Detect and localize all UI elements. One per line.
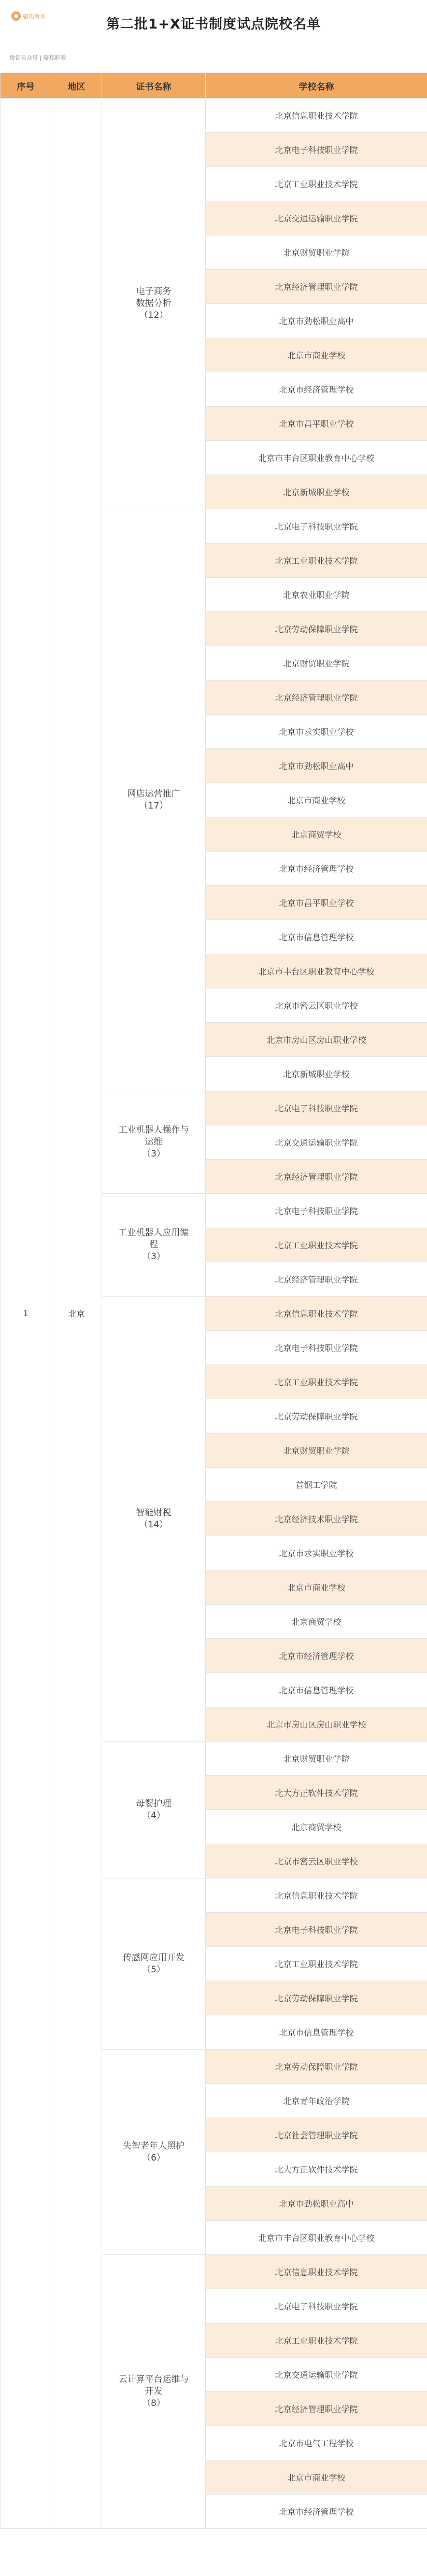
school-name-cell: 北京电子科技职业学院 — [206, 1194, 427, 1228]
school-name-cell: 北京信息职业技术学院 — [206, 2255, 427, 2289]
school-name-cell: 北京市商业学校 — [206, 2460, 427, 2495]
school-name-cell: 北京市求实职业学校 — [206, 715, 427, 749]
certificate-cell — [102, 1091, 206, 1194]
school-name-cell: 北京电子科技职业学院 — [206, 509, 427, 544]
certificate-cell — [102, 99, 206, 509]
certificate-name-line: 智能财税 — [136, 1507, 172, 1518]
column-header-school: 学校名称 — [206, 73, 427, 99]
certificate-name-line: （14） — [139, 1519, 168, 1530]
school-name-cell: 北京工业职业技术学院 — [206, 1365, 427, 1399]
certificate-name-line: 网店运营推广 — [127, 788, 180, 799]
school-name-cell: 北京经济技术职业学院 — [206, 1502, 427, 1536]
school-name-cell: 北京农业职业学院 — [206, 578, 427, 612]
certificate-cell — [102, 1194, 206, 1297]
school-name-cell: 北京市劲松职业高中 — [206, 749, 427, 783]
certificate-name-line: 失智老年人照护 — [123, 2140, 184, 2151]
school-name-cell: 北京交通运输职业学院 — [206, 2358, 427, 2392]
seq-cell: 1 — [1, 99, 51, 2529]
school-name-cell: 北京电子科技职业学院 — [206, 1913, 427, 1947]
school-name-cell: 北京劳动保障职业学院 — [206, 1399, 427, 1433]
school-name-cell: 北京新城职业学校 — [206, 1057, 427, 1091]
certificate-name-line: 运维 — [145, 1137, 163, 1148]
school-name-cell: 北京市信息管理学校 — [206, 1673, 427, 1707]
school-name-cell: 北京市密云区职业学校 — [206, 988, 427, 1023]
wechat-account-line: 微信公众号 | 聚焦职教 — [9, 54, 66, 61]
school-name-cell: 北京市昌平职业学校 — [206, 407, 427, 441]
school-name-cell: 北京市丰台区职业教育中心学校 — [206, 954, 427, 988]
page-title: 第二批1+X证书制度试点院校名单 — [106, 17, 321, 32]
schools-table — [0, 73, 427, 2529]
school-name-cell: 北京市房山区房山职业学校 — [206, 1707, 427, 1742]
school-name-cell: 北京新城职业学校 — [206, 475, 427, 509]
certificate-name-line: （6） — [142, 2152, 165, 2163]
column-header-seq: 序号 — [1, 73, 51, 99]
school-name-cell: 北京市信息管理学校 — [206, 2015, 427, 2050]
school-name-cell: 北京财贸职业学院 — [206, 1433, 427, 1468]
school-name-cell: 首钢工学院 — [206, 1468, 427, 1502]
school-name-cell: 北京经济管理职业学院 — [206, 1262, 427, 1297]
school-name-cell: 北京市信息管理学校 — [206, 920, 427, 954]
school-name-cell: 北京市昌平职业学校 — [206, 886, 427, 920]
certificate-name-line: 母婴护理 — [136, 1798, 172, 1809]
school-name-cell: 北京市经济管理学校 — [206, 852, 427, 886]
certificate-name-line: 开发 — [145, 2386, 163, 2397]
school-name-cell: 北京财贸职业学院 — [206, 1742, 427, 1776]
table-header-row — [1, 73, 427, 99]
certificate-name-line: （3） — [142, 1251, 165, 1262]
school-name-cell: 北京市丰台区职业教育中心学校 — [206, 441, 427, 475]
school-name-cell: 北京信息职业技术学院 — [206, 1878, 427, 1913]
school-name-cell: 北京信息职业技术学院 — [206, 99, 427, 133]
school-name-cell: 北京市房山区房山职业学校 — [206, 1023, 427, 1057]
school-name-cell: 北京工业职业技术学院 — [206, 544, 427, 578]
school-name-cell: 北京财贸职业学院 — [206, 235, 427, 270]
school-name-cell: 北京交通运输职业学院 — [206, 1125, 427, 1160]
certificate-name-line: 工业机器人应用编 — [118, 1228, 189, 1238]
school-name-cell: 北京商贸学校 — [206, 817, 427, 852]
certificate-name-line: 工业机器人操作与 — [118, 1125, 189, 1136]
school-name-cell: 北京经济管理职业学院 — [206, 270, 427, 304]
school-name-cell: 北京劳动保障职业学院 — [206, 612, 427, 646]
school-name-cell: 北京市劲松职业高中 — [206, 304, 427, 338]
school-name-cell: 北京电子科技职业学院 — [206, 133, 427, 167]
school-name-cell: 北京工业职业技术学院 — [206, 2323, 427, 2358]
school-name-cell: 北京市劲松职业高中 — [206, 2187, 427, 2221]
certificate-name-line: 传感网应用开发 — [123, 1952, 184, 1963]
certificate-name-line: 云计算平台运维与 — [118, 2374, 189, 2385]
school-name-cell: 北京商贸学校 — [206, 1810, 427, 1844]
school-name-cell: 北京市商业学校 — [206, 338, 427, 372]
column-header-region: 地区 — [51, 73, 102, 99]
school-name-cell: 北京市商业学校 — [206, 1570, 427, 1605]
school-name-cell: 北京经济管理职业学院 — [206, 1160, 427, 1194]
school-name-cell: 北京工业职业技术学院 — [206, 1228, 427, 1262]
school-name-cell: 北大方正软件技术学院 — [206, 2152, 427, 2187]
school-name-cell: 北京劳动保障职业学院 — [206, 1981, 427, 2015]
school-name-cell: 北京青年政治学院 — [206, 2084, 427, 2118]
certificate-name-line: （12） — [139, 310, 168, 321]
school-name-cell: 北京社会管理职业学院 — [206, 2118, 427, 2152]
certificate-name-line: 电子商务 — [136, 286, 172, 297]
school-name-cell: 北大方正软件技术学院 — [206, 1776, 427, 1810]
school-name-cell: 北京财贸职业学院 — [206, 646, 427, 680]
school-name-cell: 北京市电气工程学校 — [206, 2426, 427, 2460]
certificate-name-line: （17） — [139, 800, 168, 811]
school-name-cell: 北京信息职业技术学院 — [206, 1297, 427, 1331]
column-header-certificate: 证书名称 — [102, 73, 206, 99]
school-name-cell: 北京市密云区职业学校 — [206, 1844, 427, 1878]
certificate-cell — [102, 2255, 206, 2529]
school-name-cell: 北京市丰台区职业教育中心学校 — [206, 2221, 427, 2255]
school-name-cell: 北京工业职业技术学院 — [206, 167, 427, 201]
school-name-cell: 北京市经济管理学校 — [206, 1639, 427, 1673]
certificate-cell — [102, 1297, 206, 1742]
school-name-cell: 北京交通运输职业学院 — [206, 201, 427, 235]
school-name-cell: 北京经济管理职业学院 — [206, 680, 427, 715]
certificate-name-line: 程 — [149, 1240, 158, 1250]
school-name-cell: 北京工业职业技术学院 — [206, 1947, 427, 1981]
table-row — [1, 99, 427, 133]
school-name-cell: 北京经济管理职业学院 — [206, 2392, 427, 2426]
school-name-cell: 北京市求实职业学校 — [206, 1536, 427, 1570]
certificate-cell — [102, 509, 206, 1091]
school-name-cell: 北京商贸学校 — [206, 1605, 427, 1639]
school-name-cell: 北京市经济管理学校 — [206, 2495, 427, 2529]
school-name-cell: 北京电子科技职业学院 — [206, 1331, 427, 1365]
certificate-name-line: 数据分析 — [136, 298, 172, 309]
certificate-cell — [102, 2050, 206, 2255]
certificate-name-line: （4） — [142, 1810, 165, 1821]
logo-text: 聚焦教育 — [23, 13, 46, 20]
certificate-name-line: （3） — [142, 1148, 165, 1159]
certificate-cell — [102, 1742, 206, 1878]
region-cell: 北京 — [51, 99, 102, 2529]
page-header — [0, 0, 427, 44]
school-name-cell: 北京市经济管理学校 — [206, 372, 427, 407]
school-name-cell: 北京劳动保障职业学院 — [206, 2050, 427, 2084]
school-name-cell: 北京电子科技职业学院 — [206, 1091, 427, 1125]
school-name-cell: 北京市商业学校 — [206, 783, 427, 817]
certificate-cell — [102, 1878, 206, 2050]
certificate-name-line: （5） — [142, 1964, 165, 1975]
certificate-name-line: （8） — [142, 2398, 165, 2408]
school-name-cell: 北京电子科技职业学院 — [206, 2289, 427, 2323]
table-body — [1, 99, 427, 2529]
